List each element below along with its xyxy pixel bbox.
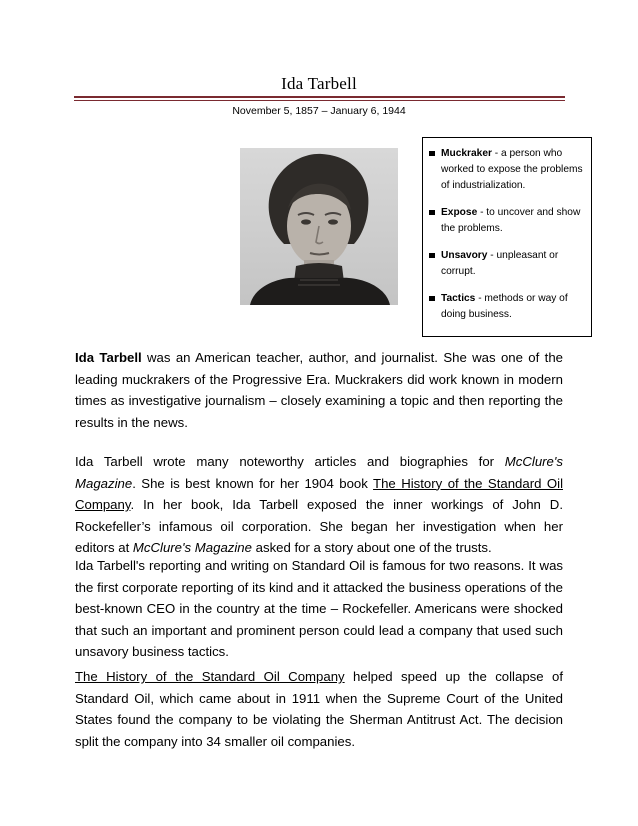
subject-name: Ida Tarbell — [75, 350, 142, 365]
vocab-item-unsavory — [429, 248, 585, 280]
title-rule-thick — [74, 96, 565, 98]
vocabulary-box — [422, 137, 592, 337]
vocab-term: Expose — [441, 207, 478, 218]
paragraph-significance: Ida Tarbell's reporting and writing on Standard Oil is famous for two reasons. It was the first corporate reporting of its kind and it attacked the business operations of the best-known CEO in the country at the time – Rockefeller. Americans were shocked that such an important and prominent person could lead a company that used such unsavory business tactics. — [75, 558, 563, 659]
vocab-definition: - a person who worked to expose the problems of industrialization. — [441, 148, 583, 191]
vocab-item-expose — [429, 205, 585, 237]
vocab-term: Tactics — [441, 293, 476, 304]
book-title: The History of the Standard Oil Company — [75, 669, 345, 684]
vocab-item-muckraker — [429, 146, 585, 194]
portrait-illustration — [240, 148, 398, 305]
vocab-item-tactics — [429, 291, 585, 323]
magazine-title: McClure's Magazine — [132, 540, 252, 555]
bullet-icon — [429, 151, 435, 156]
portrait-photo — [240, 148, 398, 305]
title-rule-thin — [74, 100, 565, 101]
magazine-title: McClure's Magazine — [75, 454, 563, 491]
paragraph-intro: Ida Tarbell was an American teacher, author, and journalist. She was one of the leading muckrakers of the Progressive Era. Muckrakers did work known in modern times as investigative journalism – closely examining a topic and then reporting the results in the news. — [75, 350, 563, 430]
paragraph-outcome: The History of the Standard Oil Company helped speed up the collapse of Standard Oil, which came about in 1911 when the Supreme Court of the United States found the company to be violating the Sherman Antitrust Act. The decision split the company into 34 smaller oil companies. — [75, 669, 563, 749]
life-dates: November 5, 1857 – January 6, 1944 — [232, 105, 406, 117]
bullet-icon — [429, 210, 435, 215]
vocab-definition: - to uncover and show the problems. — [441, 207, 581, 234]
vocab-term: Muckraker — [441, 148, 492, 159]
page-title: Ida Tarbell — [281, 74, 357, 93]
bullet-icon — [429, 253, 435, 258]
vocab-definition: - methods or way of doing business. — [441, 293, 568, 320]
book-title: The History of the Standard Oil Company — [75, 475, 563, 512]
bullet-icon — [429, 296, 435, 301]
vocab-definition: - unpleasant or corrupt. — [441, 250, 559, 277]
vocab-term: Unsavory — [441, 250, 488, 261]
paragraph-works: Ida Tarbell wrote many noteworthy articles and biographies for McClure's Magazine. She is best known for her 1904 book The History of the Standard Oil Company. In her book, Ida Tarbell exposed the inner workings of John D. Rockefeller’s infamous oil corporation. She began her investigation when her editors at McClure's Magazine asked for a story about one of the trusts. — [75, 454, 563, 555]
